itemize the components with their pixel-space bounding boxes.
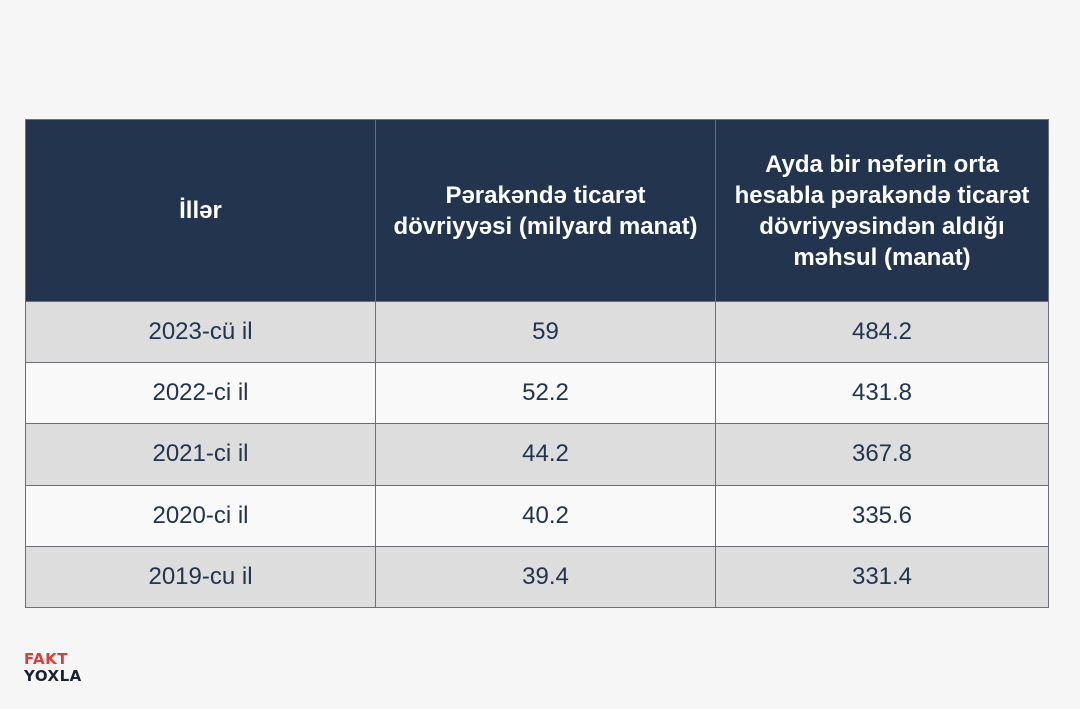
cell-turnover: 40.2 [376,485,716,546]
retail-turnover-table [25,119,1049,608]
cell-turnover: 52.2 [376,363,716,424]
cell-turnover: 59 [376,302,716,363]
cell-year: 2020-ci il [26,485,376,546]
cell-per-capita: 484.2 [716,302,1049,363]
cell-per-capita: 431.8 [716,363,1049,424]
table-row [26,546,1049,607]
cell-per-capita: 331.4 [716,546,1049,607]
cell-year: 2023-cü il [26,302,376,363]
cell-turnover: 44.2 [376,424,716,485]
cell-turnover: 39.4 [376,546,716,607]
cell-year: 2022-ci il [26,363,376,424]
header-years: İllər [26,120,376,302]
table-row [26,363,1049,424]
fakt-yoxla-logo [24,651,82,685]
data-table-container [25,119,1048,608]
table-header-row [26,120,1049,302]
logo-line-fakt: FAKT [24,650,68,668]
logo-line-yoxla: YOXLA [24,667,82,685]
cell-per-capita: 367.8 [716,424,1049,485]
cell-year: 2019-cu il [26,546,376,607]
table-row [26,302,1049,363]
header-turnover: Pərakəndə ticarət dövriyyəsi (milyard manat) [376,120,716,302]
cell-year: 2021-ci il [26,424,376,485]
header-per-capita: Ayda bir nəfərin orta hesabla pərakəndə ticarət dövriyyəsindən aldığı məhsul (manat) [716,120,1049,302]
table-row [26,485,1049,546]
cell-per-capita: 335.6 [716,485,1049,546]
table-row [26,424,1049,485]
